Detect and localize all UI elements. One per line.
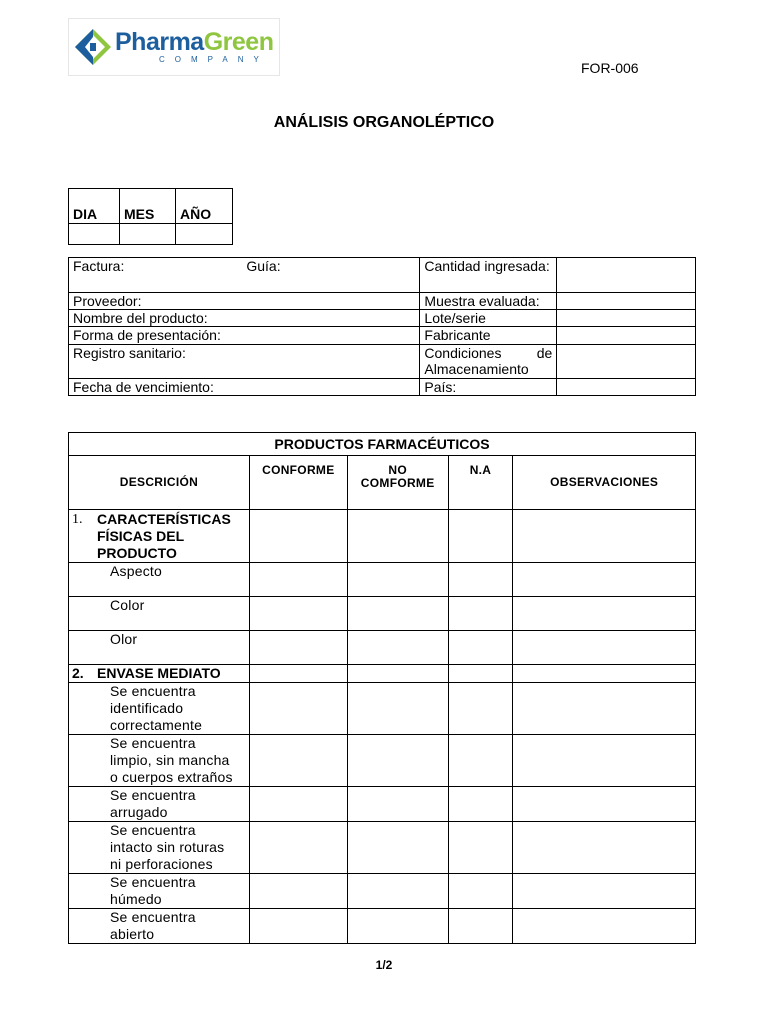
year-header: AÑO — [176, 189, 233, 224]
country-label: País: — [420, 379, 557, 396]
date-table — [68, 188, 233, 245]
presentation-label[interactable]: Forma de presentación: — [69, 327, 420, 345]
observations-cell[interactable] — [513, 631, 696, 665]
table-row — [69, 665, 696, 683]
invoice-label: Factura: — [73, 258, 125, 274]
na-cell[interactable] — [448, 822, 513, 874]
item-label: Color — [69, 597, 250, 631]
storage-conditions-field[interactable] — [557, 345, 696, 379]
na-cell[interactable] — [448, 787, 513, 822]
table-row — [69, 787, 696, 822]
conforme-cell[interactable] — [249, 735, 347, 787]
manufacturer-field[interactable] — [557, 327, 696, 345]
product-name-label[interactable]: Nombre del producto: — [69, 310, 420, 327]
observations-cell[interactable] — [513, 510, 696, 563]
day-header: DIA — [69, 189, 120, 224]
item-label: Se encuentra arrugado — [69, 787, 250, 822]
item-label: Se encuentra intacto sin roturas ni perforaciones — [69, 822, 250, 874]
na-cell[interactable] — [448, 631, 513, 665]
col-header-no-conforme: NO COMFORME — [347, 456, 448, 510]
observations-cell[interactable] — [513, 822, 696, 874]
na-cell[interactable] — [448, 735, 513, 787]
products-table-title: PRODUCTOS FARMACÉUTICOS — [69, 433, 696, 456]
company-logo — [68, 18, 280, 76]
month-header: MES — [120, 189, 176, 224]
conforme-cell[interactable] — [249, 787, 347, 822]
no-conforme-cell[interactable] — [347, 563, 448, 597]
no-conforme-cell[interactable] — [347, 787, 448, 822]
no-conforme-cell[interactable] — [347, 665, 448, 683]
quantity-field[interactable] — [557, 258, 696, 293]
sanitary-registration-label[interactable]: Registro sanitario: — [69, 345, 420, 379]
year-field[interactable] — [176, 224, 233, 245]
section-heading: 2. ENVASE MEDIATO — [69, 665, 250, 683]
table-row — [69, 563, 696, 597]
conforme-cell[interactable] — [249, 683, 347, 735]
pharmaceutical-products-table — [68, 432, 696, 944]
col-header-description: DESCRICIÓN — [69, 456, 250, 510]
month-field[interactable] — [120, 224, 176, 245]
col-header-conforme: CONFORME — [249, 456, 347, 510]
product-info-table — [68, 257, 696, 396]
document-title: ANÁLISIS ORGANOLÉPTICO — [273, 114, 495, 131]
observations-cell[interactable] — [513, 563, 696, 597]
table-row — [69, 631, 696, 665]
no-conforme-cell[interactable] — [347, 683, 448, 735]
item-label: Se encuentra abierto — [69, 909, 250, 944]
item-label: Aspecto — [69, 563, 250, 597]
logo-tagline: COMPANY — [159, 55, 269, 64]
conforme-cell[interactable] — [249, 510, 347, 563]
na-cell[interactable] — [448, 874, 513, 909]
sample-evaluated-label: Muestra evaluada: — [420, 293, 557, 310]
col-header-na: N.A — [448, 456, 513, 510]
observations-cell[interactable] — [513, 683, 696, 735]
lot-field[interactable] — [557, 310, 696, 327]
quantity-label: Cantidad ingresada: — [420, 258, 557, 293]
table-row — [69, 735, 696, 787]
observations-cell[interactable] — [513, 787, 696, 822]
no-conforme-cell[interactable] — [347, 510, 448, 563]
observations-cell[interactable] — [513, 665, 696, 683]
table-row — [69, 683, 696, 735]
table-row — [69, 874, 696, 909]
section-heading: 1. CARACTERÍSTICAS FÍSICAS DEL PRODUCTO — [69, 510, 250, 563]
no-conforme-cell[interactable] — [347, 822, 448, 874]
logo-wordmark: PharmaGreen — [115, 28, 274, 56]
no-conforme-cell[interactable] — [347, 735, 448, 787]
lot-label: Lote/serie — [420, 310, 557, 327]
country-field[interactable] — [557, 379, 696, 396]
conforme-cell[interactable] — [249, 874, 347, 909]
observations-cell[interactable] — [513, 597, 696, 631]
na-cell[interactable] — [448, 510, 513, 563]
form-code: FOR-006 — [581, 60, 639, 76]
na-cell[interactable] — [448, 909, 513, 944]
expiry-date-label[interactable]: Fecha de vencimiento: — [69, 379, 420, 396]
day-field[interactable] — [69, 224, 120, 245]
table-row — [69, 822, 696, 874]
table-row — [69, 597, 696, 631]
conforme-cell[interactable] — [249, 631, 347, 665]
item-label: Se encuentra limpio, sin mancha o cuerpos extraños — [69, 735, 250, 787]
no-conforme-cell[interactable] — [347, 631, 448, 665]
conforme-cell[interactable] — [249, 909, 347, 944]
no-conforme-cell[interactable] — [347, 597, 448, 631]
manufacturer-label: Fabricante — [420, 327, 557, 345]
conforme-cell[interactable] — [249, 822, 347, 874]
pharmagreen-logo-icon — [73, 27, 113, 67]
na-cell[interactable] — [448, 597, 513, 631]
item-label: Se encuentra identificado correctamente — [69, 683, 250, 735]
col-header-observations: OBSERVACIONES — [513, 456, 696, 510]
conforme-cell[interactable] — [249, 665, 347, 683]
no-conforme-cell[interactable] — [347, 874, 448, 909]
observations-cell[interactable] — [513, 909, 696, 944]
na-cell[interactable] — [448, 665, 513, 683]
na-cell[interactable] — [448, 563, 513, 597]
no-conforme-cell[interactable] — [347, 909, 448, 944]
supplier-label[interactable]: Proveedor: — [69, 293, 420, 310]
storage-conditions-label: Condiciones de Almacenamiento — [420, 345, 557, 379]
guide-label: Guía: — [246, 258, 281, 274]
table-row — [69, 510, 696, 563]
observations-cell[interactable] — [513, 874, 696, 909]
table-row — [69, 909, 696, 944]
na-cell[interactable] — [448, 683, 513, 735]
item-label: Se encuentra húmedo — [69, 874, 250, 909]
invoice-guide-cell[interactable] — [69, 258, 420, 293]
conforme-cell[interactable] — [249, 563, 347, 597]
item-label: Olor — [69, 631, 250, 665]
page-number: 1/2 — [375, 958, 393, 972]
sample-evaluated-field[interactable] — [557, 293, 696, 310]
conforme-cell[interactable] — [249, 597, 347, 631]
observations-cell[interactable] — [513, 735, 696, 787]
